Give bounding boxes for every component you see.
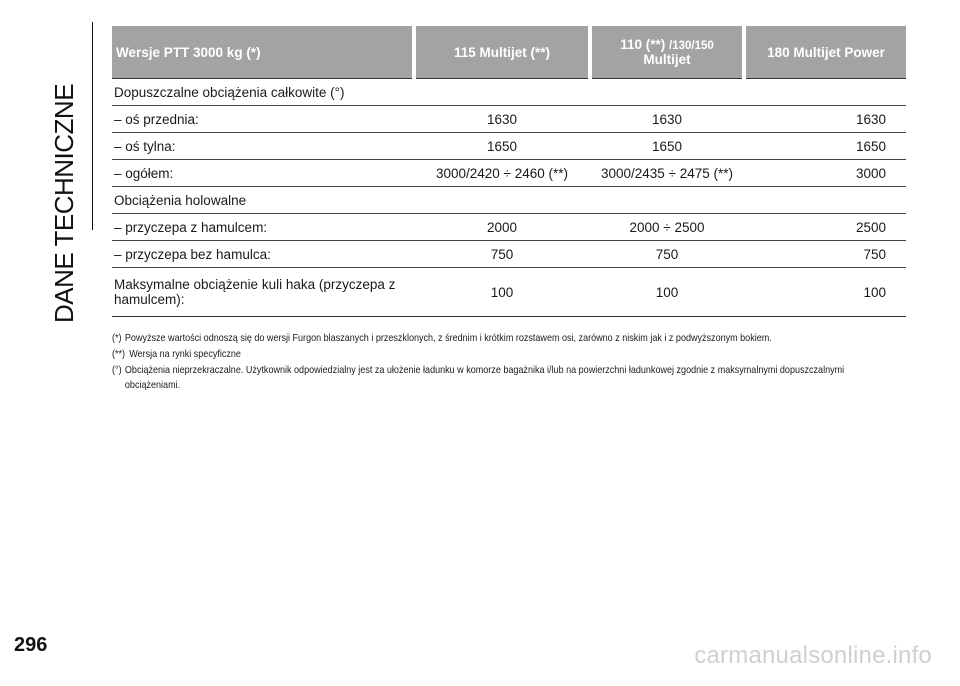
cell-115 [414,187,590,214]
cell-110: 2000 ÷ 2500 [590,214,744,241]
row-label: Dopuszczalne obciążenia całkowite (°) [112,79,414,106]
cell-180: 100 [744,268,906,317]
row-label: – przyczepa bez hamulca: [112,241,414,268]
cell-115: 100 [414,268,590,317]
cell-180 [744,187,906,214]
cell-110: 1650 [590,133,744,160]
footnote-text: Powyższe wartości odnoszą się do wersji Furgon blaszanych i przeszklonych, z średnim i krótkim rozstawem osi, zarówno z niskim jak i z podwyższonym bokiem. [124,332,772,344]
cell-180: 750 [744,241,906,268]
footnote-marker: (°) [112,364,122,376]
footnote-marker: (**) [112,348,126,360]
cell-110: 100 [590,268,744,317]
footnote [112,363,886,393]
cell-115: 750 [414,241,590,268]
table-row [112,133,906,160]
cell-180: 3000 [744,160,906,187]
watermark: carmanualsonline.info [694,642,932,669]
cell-110 [590,187,744,214]
row-label: Maksymalne obciążenie kuli haka (przyczepa z hamulcem): [112,268,414,317]
section-divider [92,22,93,230]
table-row [112,79,906,106]
row-label: Obciążenia holowalne [112,187,414,214]
cell-110: 750 [590,241,744,268]
table-row [112,106,906,133]
cell-180: 2500 [744,214,906,241]
specs-table-container [112,26,906,317]
footnote-text: Wersja na rynki specyficzne [129,348,241,360]
row-label: – przyczepa z hamulcem: [112,214,414,241]
row-label: – oś tylna: [112,133,414,160]
table-row [112,241,906,268]
table-row [112,268,906,317]
cell-115: 3000/2420 ÷ 2460 (**) [414,160,590,187]
cell-115 [414,79,590,106]
row-label: – oś przednia: [112,106,414,133]
weights-table [112,26,906,317]
header-110-130-150-multijet [590,26,744,79]
page-number: 296 [14,634,48,656]
section-title: DANE TECHNICZNE [49,83,79,323]
cell-180: 1630 [744,106,906,133]
cell-110: 3000/2435 ÷ 2475 (**) [590,160,744,187]
cell-115: 1650 [414,133,590,160]
header-180-multijet-power: 180 Multijet Power [744,26,906,79]
cell-115: 1630 [414,106,590,133]
table-row [112,160,906,187]
header-110-line2: Multijet [643,52,691,67]
header-115-multijet: 115 Multijet (**) [414,26,590,79]
footnote-marker: (*) [112,332,122,344]
table-header-row [112,26,906,79]
footnote [112,331,886,346]
cell-110 [590,79,744,106]
row-label: – ogółem: [112,160,414,187]
footnote-text: Obciążenia nieprzekraczalne. Użytkownik odpowiedzialny jest za ułożenie ładunku w komorze bagażnika i/lub na powierzchni ładunkowej zgodnie z maksymalnymi dopuszczalnymi obciążeniami. [124,364,845,391]
cell-180 [744,79,906,106]
header-110-main: 110 (**) [620,37,666,52]
cell-115: 2000 [414,214,590,241]
cell-180: 1650 [744,133,906,160]
footnote [112,347,886,362]
footnotes [112,331,886,394]
header-version: Wersje PTT 3000 kg (*) [112,26,414,79]
cell-110: 1630 [590,106,744,133]
table-row [112,187,906,214]
table-row [112,214,906,241]
header-110-variants: /130/150 [669,40,714,52]
